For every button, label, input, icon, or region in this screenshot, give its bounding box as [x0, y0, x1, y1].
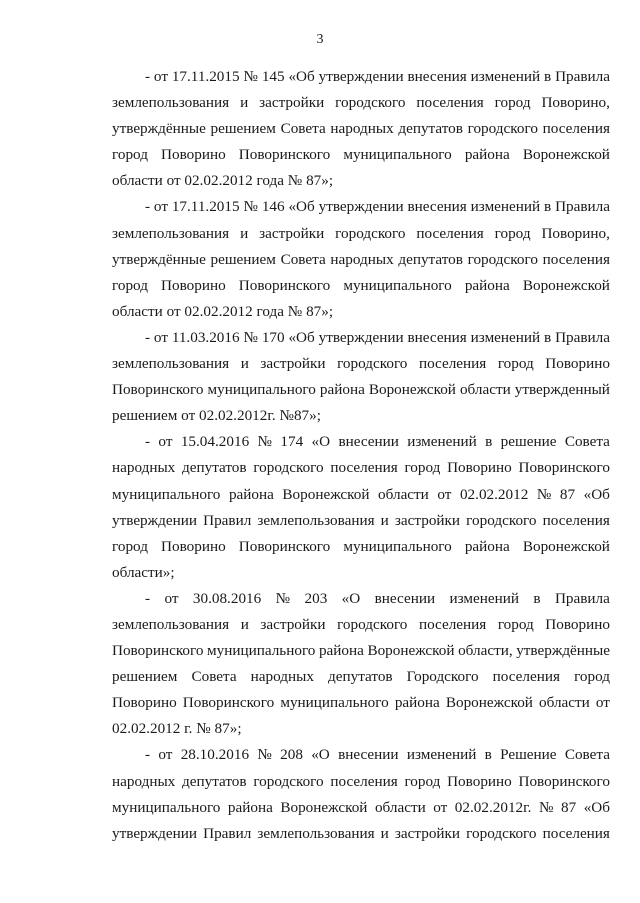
text-line: землепользования и застройки городского поселения город Поворино [112, 615, 610, 633]
text-line: Поворинского муниципального района Воронежской области, утверждённые [112, 642, 610, 660]
text-line: Поворино Поворинского муниципального района Воронежской области от [112, 694, 610, 712]
text-line: муниципального района Воронежской области от 02.02.2012г. № 87 «Об [112, 798, 610, 816]
list-item [112, 325, 610, 429]
text-line: области от 02.02.2012 года № 87»; [112, 172, 334, 190]
text-line: области от 02.02.2012 года № 87»; [112, 302, 334, 320]
text-line: город Поворино Поворинского муниципального района Воронежской [112, 276, 610, 294]
list-item [112, 429, 610, 586]
page-number: 3 [316, 32, 324, 47]
text-line: утверждённые решением Совета народных депутатов городского поселения [112, 120, 610, 138]
text-line: землепользования и застройки городского поселения город Поворино, [112, 224, 610, 242]
text-line: город Поворино Поворинского муниципального района Воронежской [112, 146, 610, 164]
list-item [112, 194, 610, 324]
text-line: - от 30.08.2016 № 203 «О внесении изменений в Правила [145, 589, 610, 607]
text-line: - от 17.11.2015 № 146 «Об утверждении внесения изменений в Правила [145, 198, 610, 216]
text-line: - от 15.04.2016 № 174 «О внесении изменений в решение Совета [145, 433, 610, 451]
document-body [112, 64, 610, 847]
text-line: муниципального района Воронежской области от 02.02.2012 № 87 «Об [112, 485, 610, 503]
text-line: утверждённые решением Совета народных депутатов городского поселения [112, 250, 610, 268]
text-line: землепользования и застройки городского поселения город Поворино, [112, 94, 610, 112]
text-line: - от 11.03.2016 № 170 «Об утверждении внесения изменений в Правила [145, 328, 610, 346]
text-line: - от 17.11.2015 № 145 «Об утверждении внесения изменений в Правила [145, 68, 610, 85]
list-item [112, 742, 610, 846]
text-line: решением от 02.02.2012г. №87»; [112, 407, 321, 425]
text-line: Поворинского муниципального района Воронежской области утвержденный [112, 381, 610, 399]
text-line: 02.02.2012 г. № 87»; [112, 720, 242, 738]
text-line: землепользования и застройки городского поселения город Поворино [112, 355, 610, 373]
text-line: - от 28.10.2016 № 208 «О внесении изменений в Решение Совета [145, 746, 610, 764]
text-line: город Поворино Поворинского муниципального района Воронежской [112, 537, 610, 555]
text-line: утверждении Правил землепользования и застройки городского поселения [112, 511, 610, 529]
text-line: области»; [112, 563, 175, 581]
text-line: народных депутатов городского поселения город Поворино Поворинского [112, 459, 610, 477]
list-item [112, 64, 610, 194]
text-line: народных депутатов городского поселения город Поворино Поворинского [112, 772, 610, 790]
text-line: утверждении Правил землепользования и застройки городского поселения [112, 824, 610, 842]
list-item [112, 586, 610, 743]
text-line: решением Совета народных депутатов Городского поселения город [112, 668, 610, 686]
